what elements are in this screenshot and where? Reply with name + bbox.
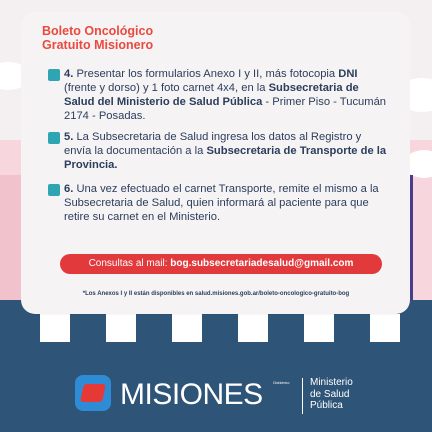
- misiones-logo-icon: [75, 375, 111, 411]
- step-4: [48, 67, 388, 123]
- window: [370, 314, 400, 342]
- logo-mark: [80, 384, 106, 402]
- brand-tag: Gobierno: [273, 380, 290, 385]
- window: [106, 314, 136, 342]
- step-6: [48, 182, 388, 224]
- contact-email-link[interactable]: bog.subsecretariadesalud@gmail.com: [170, 258, 354, 269]
- step-4-text: 4. Presentar los formularios Anexo I y II, más fotocopia DNI (frente y dorso) y 1 foto carnet 4x4, en la Subsecretaria de Salud del Ministerio de Salud Pública - Primer Piso - Tucumán 2174 - Posadas.: [64, 68, 387, 122]
- contact-label: Consultas al mail:: [88, 258, 171, 269]
- title-line-1: Boleto Oncológico: [42, 24, 154, 38]
- bullet-icon: [48, 132, 60, 144]
- brand-name: MISIONES: [120, 378, 263, 411]
- ministry-line-1: Ministerio: [310, 377, 353, 388]
- ministry-line-3: Pública: [310, 400, 343, 411]
- step-number: 6.: [64, 183, 74, 195]
- step-6-text: 6. Una vez efectuado el carnet Transporte, remite el mismo a la Subsecretaria de Salud, quien informará al paciente para que retire su carnet en el Ministerio.: [64, 183, 379, 223]
- bullet-icon: [48, 69, 60, 81]
- step-5: [48, 130, 388, 172]
- page-title: [42, 24, 153, 52]
- step-number: 5.: [64, 131, 74, 143]
- bullet-icon: [48, 184, 60, 196]
- ministry-line-2: de Salud: [310, 388, 350, 400]
- contact-email-banner[interactable]: [60, 254, 382, 274]
- window: [238, 314, 268, 342]
- step-number: 4.: [64, 68, 74, 80]
- window: [172, 314, 202, 342]
- ministry-name: [310, 377, 353, 412]
- building-windows: [40, 314, 400, 342]
- step-5-text: 5. La Subsecretaria de Salud ingresa los datos al Registro y envía la documentación a la Subsecretaria de Transporte de la Provincia.: [64, 131, 387, 171]
- footer-divider: [302, 378, 303, 414]
- footnote: *Los Anexos I y II están disponibles en salud.misiones.gob.ar/boleto-oncologico-gratuito-bog: [82, 291, 350, 297]
- window: [40, 314, 70, 342]
- title-line-2: Gratuito Misionero: [42, 38, 154, 52]
- window: [304, 314, 334, 342]
